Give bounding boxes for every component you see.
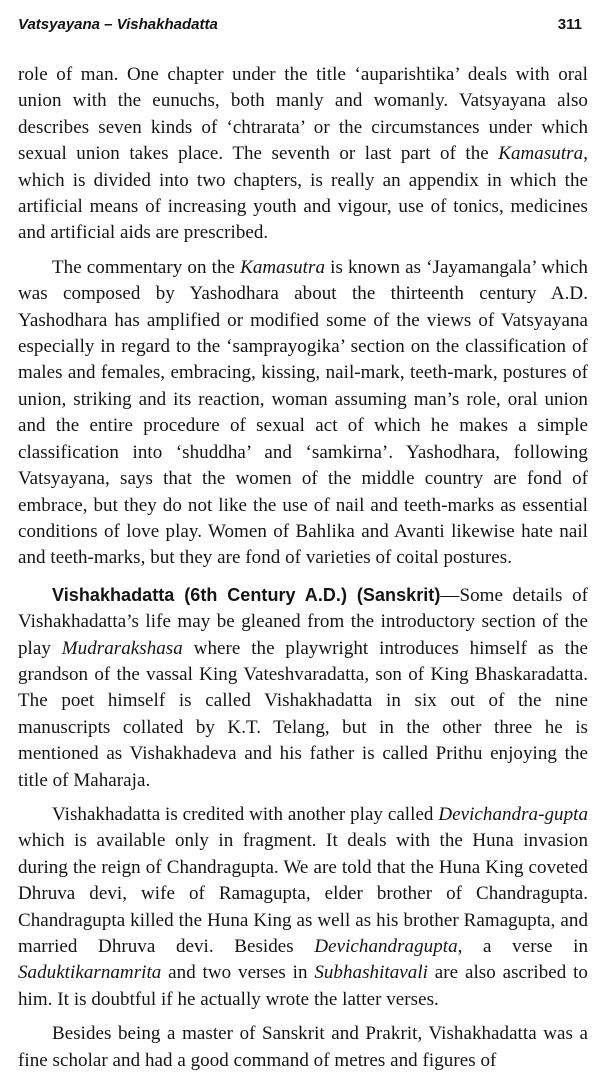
page-number: 311 <box>557 16 582 33</box>
page-body <box>18 62 588 1082</box>
text-run: is known as ‘Jayamangala’ which was composed by Yashodhara about the thirteenth century A.D. Yashodhara has amplified or modified some of the views of Vatsyayana especially in regard to the ‘samprayogika’ section on the classification of males and females, embracing, kissing, nail-mark, teeth-mark, postures of union, striking and its reaction, woman assuming man’s role, oral union and the entire procedure of sexual act of which he makes a simple classification into ‘shuddha’ and ‘samkirna’. Yashodhara, following Vatsyayana, says that the women of the middle country are fond of embrace, but they do not like the use of nail and teeth-marks as essential conditions of love play. Women of Bahlika and Avanti likewise hate nail and teeth-marks, but they are fond of varieties of coital postures. <box>18 256 588 569</box>
italic-title: Devichandra-gupta <box>438 803 588 825</box>
text-run: , a verse in <box>457 936 588 957</box>
paragraph-commentary <box>18 255 588 572</box>
text-run: Vishakhadatta is credited with another play called <box>52 803 439 825</box>
text-run: which is available only in fragment. It deals with the Huna invasion during the reign of Chandragupta. We are told that the Huna King coveted Dhruva devi, wife of Ramagupta, elder brother of Chandragupta. Chandragupta killed the Huna King as well as his brother Ramagupta, and married Dhruva devi. Besides <box>18 830 588 957</box>
text-run: , which is divided into two chapters, is really an appendix in which the artificial means of increasing youth and vigour, use of tonics, medicines and artificial aids are prescribed. <box>18 143 588 244</box>
italic-title: Kamasutra <box>240 256 326 278</box>
text-run: where the playwright introduces himself as the grandson of the vassal King Vateshvaradatta, son of King Bhaskaradatta. The poet himself is called Vishakhadatta in six out of the nine manuscripts collated by K.T. Telang, but in the other three he is mentioned as Vishakhadeva and his father is called Prithu enjoying the title of Maharaja. <box>18 637 589 791</box>
text-run: are also ascribed to him. It is doubtful if he actually wrote the latter verses. <box>18 962 588 1010</box>
paragraph-continuation <box>18 62 588 247</box>
running-head <box>18 16 582 33</box>
italic-title: Devichandragupta <box>314 936 458 957</box>
text-run: role of man. One chapter under the title ‘auparishtika’ deals with oral union with the eunuchs, both manly and womanly. Vatsyayana also describes seven kinds of ‘chtrarata’ or the circumstances under which sexual union takes place. The seventh or last part of the <box>18 64 588 165</box>
paragraph-devichandragupta <box>18 802 588 1013</box>
entry-heading: Vishakhadatta (6th Century A.D.) (Sanskrit) <box>52 584 441 605</box>
italic-title: Kamasutra <box>498 143 584 165</box>
paragraph-scholar <box>18 1021 588 1074</box>
running-head-title: Vatsyayana – Vishakhadatta <box>18 16 218 33</box>
text-run: The commentary on the <box>52 256 241 278</box>
text-run: Besides being a master of Sanskrit and Prakrit, Vishakhadatta was a fine scholar and had a good command of metres and figures of <box>18 1023 588 1071</box>
text-run: Some details of Vishakhadatta’s life may be gleaned from the introductory section of the play <box>18 584 589 659</box>
text-run: and two verses in <box>161 962 315 984</box>
italic-title: Subhashitavali <box>314 962 428 984</box>
paragraph-vishakhadatta-entry <box>18 582 588 794</box>
italic-title: Mudrarakshasa <box>61 637 183 659</box>
em-dash: — <box>440 584 460 606</box>
italic-title: Saduktikarnamrita <box>18 962 162 984</box>
